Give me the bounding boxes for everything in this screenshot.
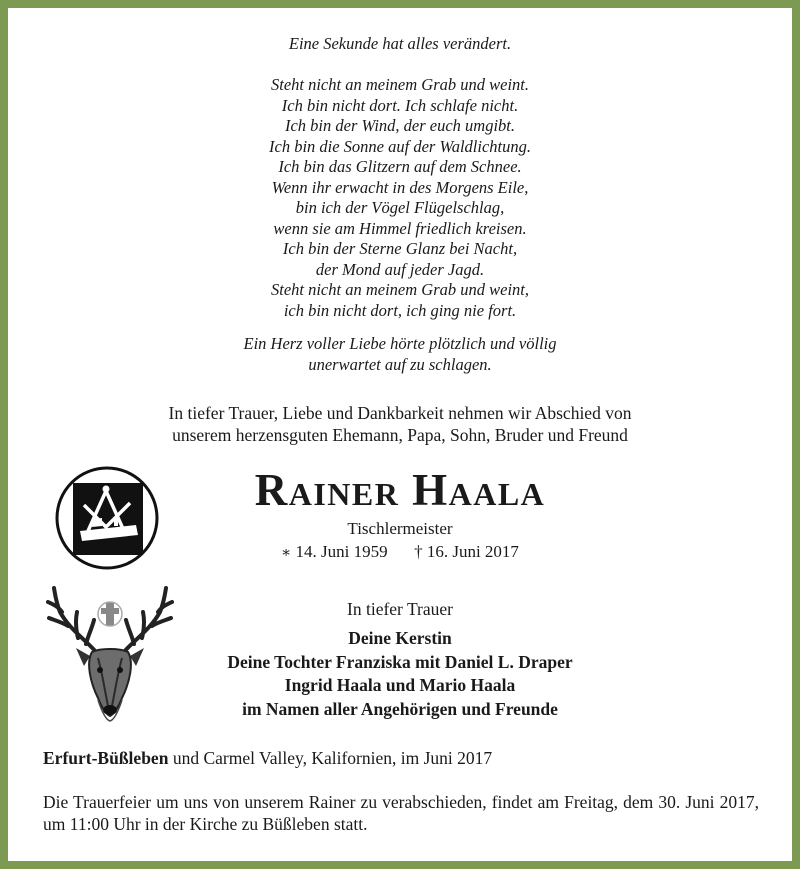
farewell-intro (0, 402, 800, 446)
intro-line: unserem herzensguten Ehemann, Papa, Sohn, Bruder und Freund (172, 425, 628, 445)
poem-stanza (0, 75, 800, 321)
poem-line: der Mond auf jeder Jagd. (315, 259, 485, 279)
poem-line: Ich bin der Sterne Glanz bei Nacht, (282, 239, 518, 258)
mourner-line: Ingrid Haala und Mario Haala (284, 675, 516, 695)
birth-symbol: ∗ (281, 545, 292, 561)
place-rest: und Carmel Valley, Kalifornien, im Juni 2017 (168, 748, 493, 768)
poem-line: Ich bin die Sonne auf der Waldlichtung. (269, 136, 531, 156)
poem-first-line (0, 34, 800, 55)
poem-line: Steht nicht an meinem Grab und weint. (270, 75, 529, 94)
birth-date: 14. Juni 1959 (295, 542, 388, 561)
poem-line: ich bin nicht dort, ich ging nie fort. (283, 300, 517, 320)
town-name: Erfurt-Büßleben (43, 748, 169, 768)
poem-line: wenn sie am Himmel friedlich kreisen. (273, 218, 527, 238)
poem-line: Ich bin das Glitzern auf dem Schnee. (278, 157, 522, 176)
poem-line: bin ich der Vögel Flügelschlag, (295, 198, 505, 217)
mourner-line: Deine Tochter Franziska mit Daniel L. Draper (227, 651, 573, 672)
mourners-list (150, 627, 650, 721)
death-symbol: † (414, 542, 423, 561)
mourners-heading: In tiefer Trauer (347, 599, 453, 619)
poem-line: Eine Sekunde hat alles verändert. (288, 34, 512, 53)
life-dates (150, 541, 650, 564)
poem-closing (0, 334, 800, 375)
profession: Tischlermeister (347, 519, 453, 538)
intro-line: In tiefer Trauer, Liebe und Dankbarkeit nehmen wir Abschied von (168, 403, 632, 423)
craftsman-logo-icon (54, 465, 160, 571)
deceased-name: Rainer Haala (254, 465, 546, 515)
poem-line: Ich bin der Wind, der euch umgibt. (284, 116, 516, 135)
place-date (43, 747, 492, 769)
funeral-service-notice: Die Trauerfeier um uns von unserem Rainer zu verabschieden, findet am Freitag, dem 30. Juni 2017, um 11:00 Uhr in der Kirche zu Büßleben statt. (43, 792, 759, 834)
death-date: 16. Juni 2017 (426, 542, 519, 561)
poem-line: Ich bin nicht dort. Ich schlafe nicht. (281, 95, 519, 115)
mourner-line: Deine Kerstin (348, 628, 452, 648)
poem-line: Wenn ihr erwacht in des Morgens Eile, (271, 177, 529, 197)
poem-line: unerwartet auf zu schlagen. (308, 354, 492, 374)
poem-line: Steht nicht an meinem Grab und weint, (270, 280, 529, 299)
poem-line: Ein Herz voller Liebe hörte plötzlich und völlig (243, 334, 557, 353)
mourner-line: im Namen aller Angehörigen und Freunde (242, 698, 558, 719)
